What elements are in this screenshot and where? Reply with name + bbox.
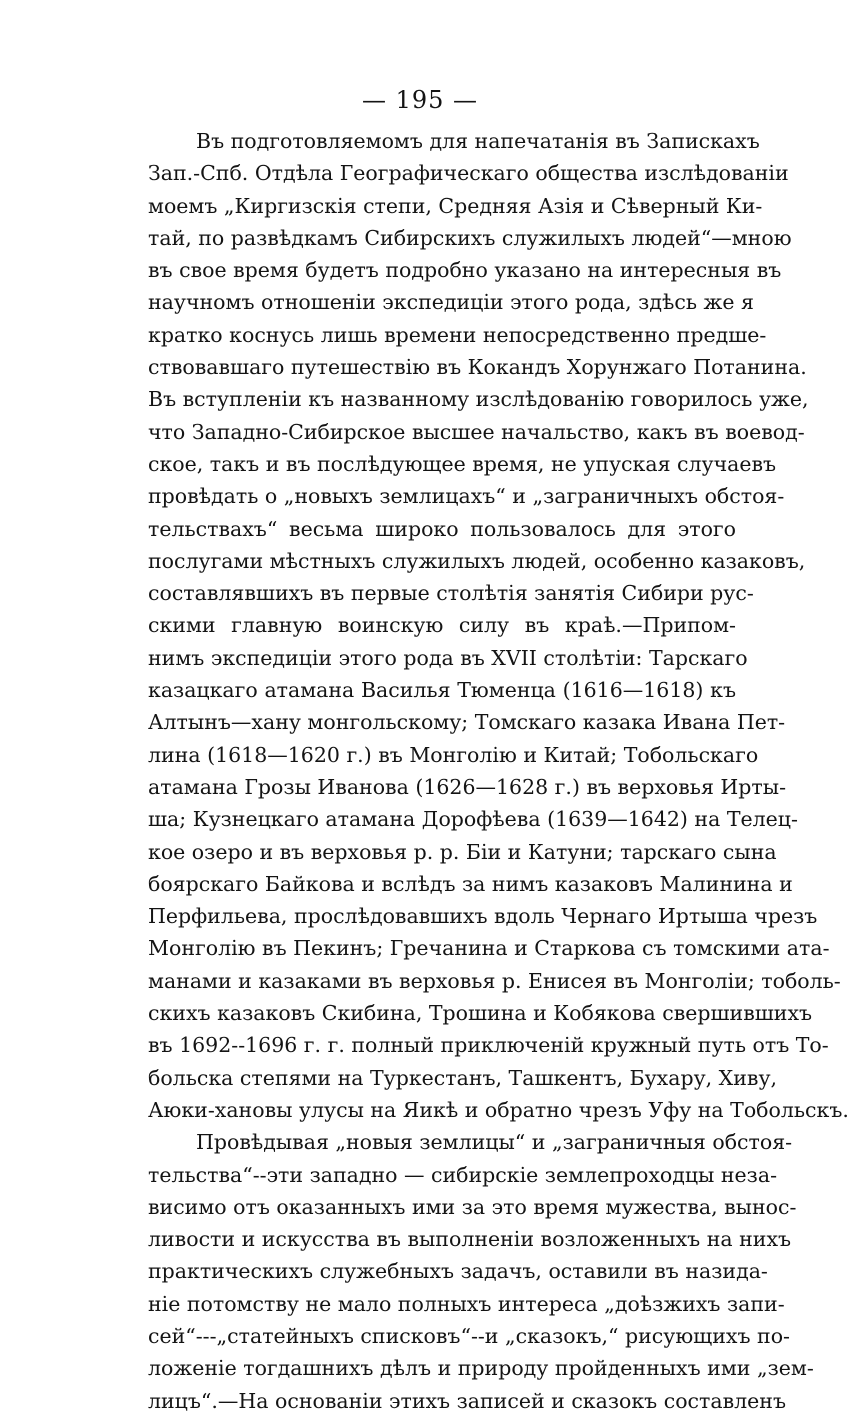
text-line: Зап.-Спб. Отдѣла Географическаго общества изслѣдованіи <box>148 161 789 186</box>
text-line: тай, по развѣдкамъ Сибирскихъ служилыхъ людей“—мною <box>148 225 792 250</box>
text-line: ливости и искусства въ выполненіи возложенныхъ на нихъ <box>148 1227 792 1252</box>
text-line: ское, такъ и въ послѣдующее время, не упуская случаевъ <box>148 451 777 476</box>
text-line: больска степями на Туркестанъ, Ташкентъ, Бухару, Хиву, <box>148 1065 778 1090</box>
text-line: лицъ“.—На основаніи этихъ записей и сказокъ составленъ <box>148 1388 787 1413</box>
text-line: практическихъ служебныхъ задачъ, оставили въ назида- <box>148 1259 768 1284</box>
text-line: провѣдать о „новыхъ землицахъ“ и „заграничныхъ обстоя- <box>148 484 785 509</box>
text-line: тельства“--эти западно — сибирскіе землепроходцы неза- <box>148 1162 778 1187</box>
text-line: манами и казаками въ верховья р. Енисея въ Монголіи; тоболь- <box>148 968 841 993</box>
text-line: сей“---„статейныхъ списковъ“--и „сказокъ,“ рисующихъ по- <box>148 1323 790 1348</box>
text-line: боярскаго Байкова и вслѣдъ за нимъ казаковъ Малинина и <box>148 871 793 896</box>
text-line: Провѣдывая „новыя землицы“ и „заграничныя обстоя- <box>196 1130 793 1155</box>
text-line: въ свое время будетъ подробно указано на интересныя въ <box>148 258 782 283</box>
text-line: скихъ казаковъ Скибина, Трошина и Кобякова свершившихъ <box>148 1001 813 1026</box>
text-line: моемъ „Киргизскія степи, Средняя Азія и Сѣверный Ки- <box>148 193 763 218</box>
text-line: ствовавшаго путешествію въ Кокандъ Хорунжаго Потанина. <box>148 355 807 380</box>
text-line: ніе потомству не мало полныхъ интереса „доѣзжихъ запи- <box>148 1291 785 1316</box>
text-line: Алтынъ—хану монгольскому; Томскаго казака Ивана Пет- <box>148 710 786 735</box>
text-line: лина (1618—1620 г.) въ Монголію и Китай; Тобольскаго <box>148 742 759 767</box>
text-line: Перфильева, прослѣдовавшихъ вдоль Чернаго Иртыша чрезъ <box>148 904 818 929</box>
text-line: что Западно-Сибирское высшее начальство, какъ въ воевод- <box>148 419 805 444</box>
text-line: Въ подготовляемомъ для напечатанія въ Запискахъ <box>196 129 760 153</box>
text-line: висимо отъ оказанныхъ ими за это время мужества, вынос- <box>148 1194 797 1219</box>
text-line: тельствахъ“ весьма широко пользовалось для этого <box>148 516 736 541</box>
text-line: Монголію въ Пекинъ; Гречанина и Старкова съ томскими ата- <box>148 936 830 961</box>
text-line: атамана Грозы Иванова (1626—1628 г.) въ верховья Ирты- <box>148 774 786 799</box>
text-line: послугами мѣстныхъ служилыхъ людей, особенно казаковъ, <box>148 548 806 573</box>
text-line: составлявшихъ въ первые столѣтія занятія Сибири рус- <box>148 581 754 606</box>
text-line: Въ вступленіи къ названному изслѣдованію говорилось уже, <box>148 387 809 412</box>
text-line: кратко коснусь лишь времени непосредственно предше- <box>148 322 767 347</box>
text-line: ложеніе тогдашнихъ дѣлъ и природу пройденныхъ ими „зем- <box>148 1356 814 1381</box>
text-line: научномъ отношеніи экспедиціи этого рода, здѣсь же я <box>148 290 754 315</box>
text-line: казацкаго атамана Василья Тюменца (1616—1618) къ <box>148 678 736 703</box>
body-text <box>148 125 849 1417</box>
text-line: въ 1692--1696 г. г. полный приключеній кружный путь отъ То- <box>148 1033 829 1058</box>
text-line: нимъ экспедиціи этого рода въ XVII столѣтіи: Тарскаго <box>148 645 748 670</box>
text-line: кое озеро и въ верховья р. р. Біи и Катуни; тарскаго сына <box>148 839 777 864</box>
text-line: скими главную воинскую силу въ краѣ.—Припом- <box>148 613 736 638</box>
text-line: ша; Кузнецкаго атамана Дорофѣева (1639—1642) на Телец- <box>148 807 798 832</box>
text-line: Аюки-хановы улусы на Яикѣ и обратно чрезъ Уфу на Тобольскъ. <box>148 1097 849 1122</box>
page-number: — 195 — <box>361 86 479 114</box>
